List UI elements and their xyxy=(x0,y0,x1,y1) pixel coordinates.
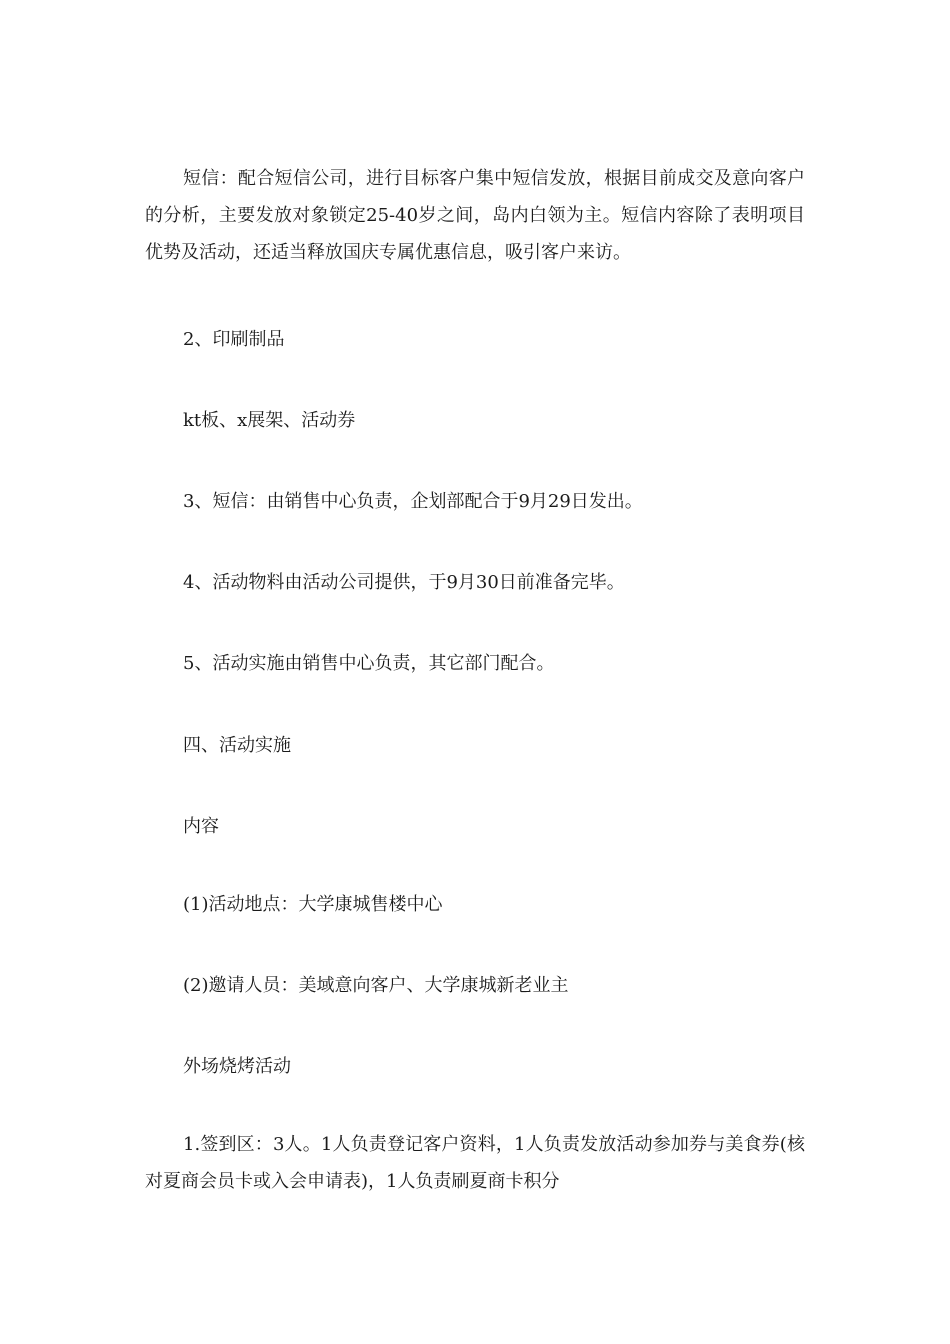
paragraph-printed-materials-list: kt板、x展架、活动券 xyxy=(183,410,356,431)
paragraph-sms-responsibility: 3、短信：由销售中心负责，企划部配合于9月29日发出。 xyxy=(183,491,643,512)
paragraph-materials-provision: 4、活动物料由活动公司提供，于9月30日前准备完毕。 xyxy=(183,572,625,593)
paragraph-content-heading: 内容 xyxy=(183,816,219,837)
paragraph-outdoor-bbq-heading: 外场烧烤活动 xyxy=(183,1056,291,1077)
paragraph-signin-area: 1.签到区：3人。1人负责登记客户资料，1人负责发放活动参加券与美食券(核对夏商会员卡或入会申请表)，1人负责刷夏商卡积分 xyxy=(145,1134,805,1192)
paragraph-implementation-responsibility: 5、活动实施由销售中心负责，其它部门配合。 xyxy=(183,653,555,674)
section-heading-implementation: 四、活动实施 xyxy=(183,735,291,756)
paragraph-printed-materials-heading: 2、印刷制品 xyxy=(183,329,285,350)
paragraph-sms-intro: 短信：配合短信公司，进行目标客户集中短信发放，根据目前成交及意向客户的分析，主要发放对象锁定25-40岁之间，岛内白领为主。短信内容除了表明项目优势及活动，还适当释放国庆专属优惠信息，吸引客户来访。 xyxy=(145,168,805,263)
paragraph-invited-guests: (2)邀请人员：美域意向客户、大学康城新老业主 xyxy=(183,975,569,996)
paragraph-event-location: (1)活动地点：大学康城售楼中心 xyxy=(183,894,443,915)
